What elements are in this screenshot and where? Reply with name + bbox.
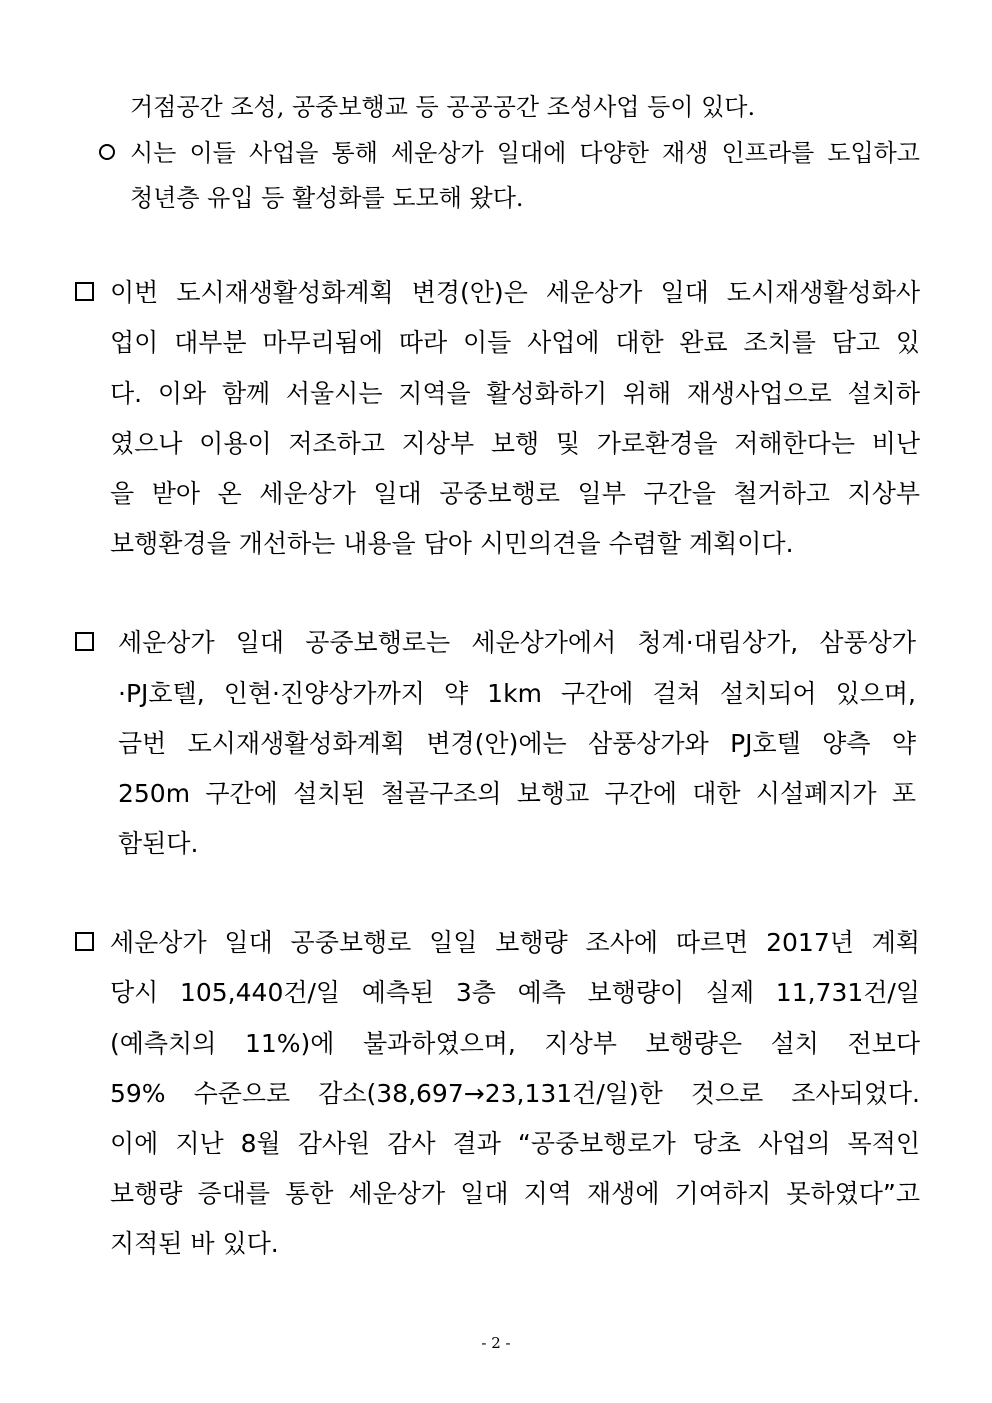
paragraph-line: 함된다. xyxy=(118,829,199,858)
paragraph-line: 다. 이와 함께 서울시는 지역을 활성화하기 위해 재생사업으로 설치하 xyxy=(110,379,920,408)
checkbox-bullet-icon xyxy=(75,932,94,951)
paragraph-line: 을 받아 온 세운상가 일대 공중보행로 일부 구간을 철거하고 지상부 xyxy=(110,479,920,508)
paragraph-line: 금번 도시재생활성화계획 변경(안)에는 삼풍상가와 PJ호텔 양측 약 xyxy=(118,729,916,758)
page-number: - 2 - xyxy=(481,1334,511,1352)
paragraph-line: 이번 도시재생활성화계획 변경(안)은 세운상가 일대 도시재생활성화사 xyxy=(110,278,920,307)
paragraph-line: 세운상가 일대 공중보행로는 세운상가에서 청계·대림상가, 삼풍상가 xyxy=(118,628,916,657)
paragraph-line: 당시 105,440건/일 예측된 3층 예측 보행량이 실제 11,731건/일 xyxy=(110,978,920,1007)
paragraph-line: 59% 수준으로 감소(38,697→23,131건/일)한 것으로 조사되었다. xyxy=(110,1079,920,1108)
paragraph-line: 보행환경을 개선하는 내용을 담아 시민의견을 수렴할 계획이다. xyxy=(110,529,794,558)
checkbox-bullet-icon xyxy=(75,282,94,301)
paragraph-line: 지적된 바 있다. xyxy=(110,1229,279,1258)
circle-bullet-icon xyxy=(99,144,115,160)
paragraph-line: 업이 대부분 마무리됨에 따라 이들 사업에 대한 완료 조치를 담고 있 xyxy=(110,328,920,357)
checkbox-bullet-icon xyxy=(75,632,94,651)
paragraph-line: 이에 지난 8월 감사원 감사 결과 “공중보행로가 당초 사업의 목적인 xyxy=(110,1129,920,1158)
paragraph-line: ·PJ호텔, 인현·진양상가까지 약 1km 구간에 걸쳐 설치되어 있으며, xyxy=(118,679,916,708)
paragraph-line: 250m 구간에 설치된 철골구조의 보행교 구간에 대한 시설폐지가 포 xyxy=(118,779,916,808)
paragraph-line: 였으나 이용이 저조하고 지상부 보행 및 가로환경을 저해한다는 비난 xyxy=(110,429,920,458)
paragraph-line: (예측치의 11%)에 불과하였으며, 지상부 보행량은 설치 전보다 xyxy=(110,1029,920,1058)
sub-bullet-line: 청년층 유입 등 활성화를 도모해 왔다. xyxy=(130,184,524,212)
paragraph-line: 세운상가 일대 공중보행로 일일 보행량 조사에 따르면 2017년 계획 xyxy=(110,928,920,957)
intro-line: 거점공간 조성, 공중보행교 등 공공공간 조성사업 등이 있다. xyxy=(130,93,756,121)
paragraph-line: 보행량 증대를 통한 세운상가 일대 지역 재생에 기여하지 못하였다”고 xyxy=(110,1179,920,1208)
sub-bullet-line: 시는 이들 사업을 통해 세운상가 일대에 다양한 재생 인프라를 도입하고 xyxy=(130,139,920,167)
